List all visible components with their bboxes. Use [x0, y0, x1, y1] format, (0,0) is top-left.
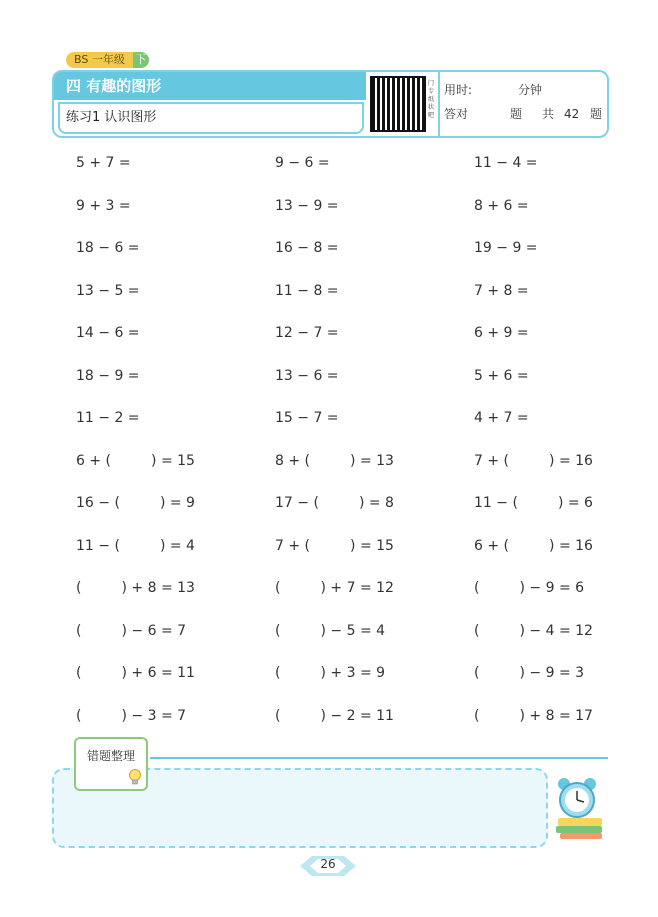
time-row: [444, 80, 604, 100]
problem-item: ( ) + 8 = 13: [76, 580, 195, 596]
problem-item: ( ) − 2 = 11: [275, 707, 394, 724]
problem-item: 6 + ( ) = 15: [76, 452, 195, 469]
error-section-title: 错题整理: [86, 749, 135, 763]
problem-item: 11 − 4 =: [474, 155, 538, 171]
problem-item: 14 − 6 =: [76, 325, 140, 341]
problem-item: 17 − ( ) = 8: [275, 495, 394, 511]
problem-item: ( ) − 6 = 7: [76, 622, 187, 639]
total-unit: 题: [590, 107, 603, 121]
page-number-wrap: [300, 854, 356, 878]
problem-item: ( ) − 9 = 3: [474, 665, 585, 681]
page-number: 26: [320, 857, 336, 871]
problem-item: 5 + 7 =: [76, 155, 131, 171]
total-label: 共: [542, 107, 555, 121]
qr-code-icon[interactable]: [370, 76, 426, 132]
grade-label: BS 一年级: [66, 52, 133, 68]
error-section-line: [150, 757, 608, 759]
problem-item: 11 − ( ) = 4: [76, 537, 195, 554]
lesson-header: [52, 70, 609, 138]
problem-item: ( ) + 6 = 11: [76, 665, 195, 681]
problem-item: ( ) + 7 = 12: [275, 580, 394, 596]
problem-item: ( ) − 5 = 4: [275, 622, 386, 639]
volume-label: 下: [133, 52, 149, 68]
problem-item: 8 + ( ) = 13: [275, 452, 394, 469]
score-row: [444, 104, 604, 124]
alarm-clock-on-books-icon: [554, 774, 606, 840]
problem-item: 11 − ( ) = 6: [474, 495, 593, 511]
problem-item: 19 − 9 =: [474, 240, 538, 256]
problem-item: ( ) + 3 = 9: [275, 665, 386, 681]
lesson-title: 练习1 认识图形: [58, 102, 364, 134]
problem-item: 13 − 9 =: [275, 197, 339, 214]
header-divider: [438, 72, 440, 136]
problem-item: 18 − 6 =: [76, 240, 140, 256]
problem-item: 15 − 7 =: [275, 410, 339, 426]
grade-tag: [66, 52, 149, 68]
problem-item: 11 − 8 =: [275, 282, 339, 299]
problem-item: 9 − 6 =: [275, 155, 330, 171]
problem-item: 7 + ( ) = 16: [474, 452, 593, 469]
score-info: [444, 78, 604, 134]
problem-item: 11 − 2 =: [76, 410, 140, 426]
problem-item: 18 − 9 =: [76, 367, 140, 384]
problem-item: 12 − 7 =: [275, 325, 339, 341]
time-label: 用时:: [444, 83, 473, 97]
correct-label: 答对: [444, 107, 469, 121]
total-count: 42: [564, 107, 580, 121]
unit-title: 四 有趣的图形: [54, 72, 366, 100]
problem-item: ( ) − 4 = 12: [474, 622, 593, 639]
problem-item: 16 − ( ) = 9: [76, 495, 195, 511]
problem-item: 8 + 6 =: [474, 197, 529, 214]
problem-item: 13 − 5 =: [76, 282, 140, 299]
qr-label: 门专纸状吧: [428, 80, 435, 119]
problem-item: ( ) − 9 = 6: [474, 580, 585, 596]
problem-item: 4 + 7 =: [474, 410, 529, 426]
problem-item: 6 + 9 =: [474, 325, 529, 341]
problem-item: 7 + ( ) = 15: [275, 537, 394, 554]
problem-item: 6 + ( ) = 16: [474, 537, 593, 554]
problem-item: 16 − 8 =: [275, 240, 339, 256]
problem-item: ( ) + 8 = 17: [474, 707, 593, 724]
problem-item: 9 + 3 =: [76, 197, 131, 214]
correct-unit: 题: [510, 107, 523, 121]
problem-item: ( ) − 3 = 7: [76, 707, 187, 724]
lightbulb-icon: [128, 768, 142, 786]
problem-item: 7 + 8 =: [474, 282, 529, 299]
problem-item: 5 + 6 =: [474, 367, 529, 384]
problem-item: 13 − 6 =: [275, 367, 339, 384]
time-unit: 分钟: [518, 83, 543, 97]
